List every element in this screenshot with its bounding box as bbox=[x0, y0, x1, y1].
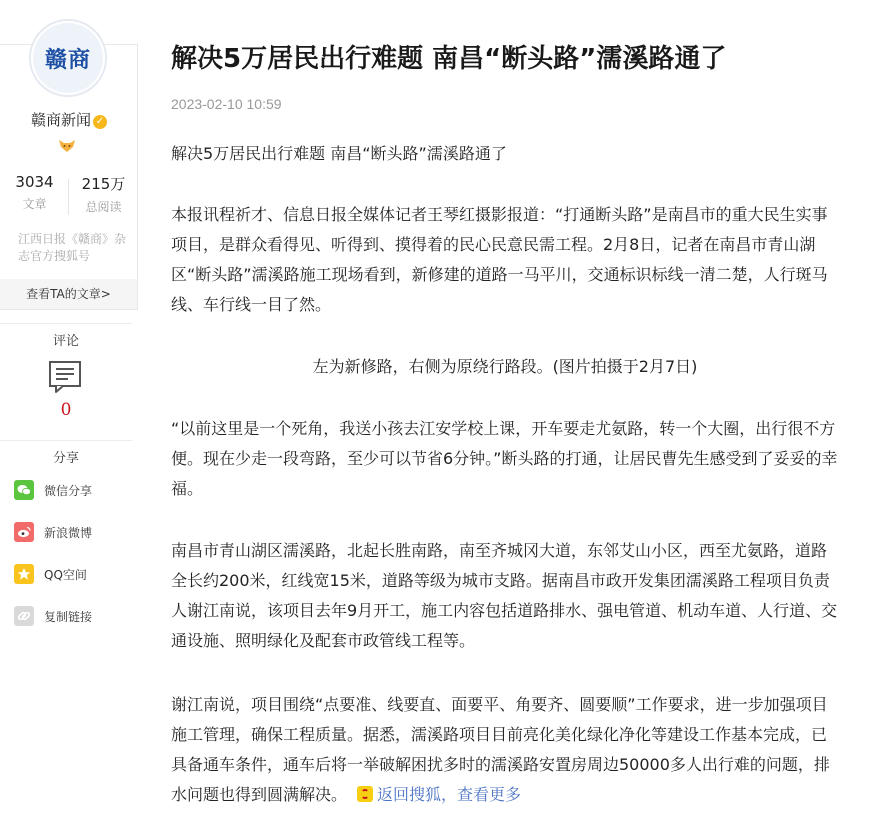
qzone-icon bbox=[14, 564, 34, 584]
article-paragraph: “以前这里是一个死角，我送小孩去江安学校上课，开车要走尤氨路，转一个大圈，出行很不方便。现在少走一段弯路，至少可以节省6分钟。”断头路的打通，让居民曹先生感受到了妥妥的幸福。 bbox=[171, 419, 838, 498]
back-to-sohu-label: 返回搜狐，查看更多 bbox=[377, 785, 522, 804]
link-icon bbox=[14, 606, 34, 626]
author-name[interactable]: 赣商新闻 bbox=[30, 111, 91, 129]
share-wechat-label: 微信分享 bbox=[44, 483, 93, 498]
sohu-logo-icon bbox=[357, 786, 373, 802]
author-stats bbox=[0, 173, 138, 217]
comment-title: 评论 bbox=[52, 334, 79, 349]
share-title: 分享 bbox=[52, 451, 79, 466]
logo-text: 赣商 bbox=[33, 23, 103, 93]
comment-icon[interactable] bbox=[48, 360, 82, 394]
wechat-icon bbox=[14, 480, 34, 500]
sohu-fox-badge-icon bbox=[58, 139, 76, 153]
publish-date: 2023-02-10 10:59 bbox=[171, 96, 282, 112]
share-copy-link-label: 复制链接 bbox=[44, 609, 93, 624]
share-qzone[interactable] bbox=[14, 564, 87, 584]
stat-articles bbox=[0, 173, 69, 212]
stat-reads-value: 215万 bbox=[81, 175, 126, 193]
share-weibo-label: 新浪微博 bbox=[44, 525, 93, 540]
stat-reads bbox=[69, 173, 138, 215]
back-to-sohu-link[interactable] bbox=[357, 785, 521, 804]
image-caption: 左为新修路，右侧为原绕行路段。(图片拍摄于2月7日) bbox=[312, 357, 698, 376]
article-title: 解决5万居民出行难题 南昌“断头路”濡溪路通了 bbox=[171, 44, 727, 74]
article-paragraph: 解决5万居民出行难题 南昌“断头路”濡溪路通了 bbox=[171, 144, 507, 163]
stat-reads-label: 总阅读 bbox=[85, 200, 122, 214]
author-name-row bbox=[0, 109, 138, 130]
verified-icon: ✓ bbox=[93, 115, 107, 129]
comment-count[interactable]: 0 bbox=[60, 400, 72, 420]
article-paragraph: 南昌市青山湖区濡溪路，北起长胜南路，南至齐城冈大道，东邻艾山小区，西至尤氨路，道路全长约200米，红线宽15米，道路等级为城市支路。据南昌市政开发集团濡溪路工程项目负责人谢江南说，该项目去年9月开工，施工内容包括道路排水、强电管道、机动车道、人行道、交通设施、照明绿化及配套市政管线工程等。 bbox=[171, 541, 838, 650]
share-divider bbox=[0, 440, 132, 441]
author-card bbox=[0, 44, 138, 310]
share-qzone-label: QQ空间 bbox=[44, 567, 87, 582]
article-last-paragraph bbox=[171, 690, 839, 810]
author-description: 江西日报《赣商》杂志官方搜狐号 bbox=[18, 232, 127, 263]
article-paragraph-text: 谢江南说，项目围绕“点要准、线要直、面要平、角要齐、圆要顺”工作要求，进一步加强项目施工管理，确保工程质量。据悉，濡溪路项目目前亮化美化绿化净化等建设工作基本完成，已具备通车条件，通车后将一举破解困扰多时的濡溪路安置房周边50000多人出行难的问题，排水问题也得到圆满解决。 bbox=[171, 695, 830, 804]
stat-articles-value: 3034 bbox=[15, 173, 54, 191]
stat-articles-label: 文章 bbox=[22, 197, 47, 211]
view-articles-button[interactable]: 查看TA的文章> bbox=[0, 279, 137, 309]
comment-divider bbox=[0, 323, 132, 324]
sidebar bbox=[0, 0, 140, 832]
article-paragraph: 本报讯程祈才、信息日报全媒体记者王琴红摄影报道：“打通断头路”是南昌市的重大民生实事项目，是群众看得见、听得到、摸得着的民心民意民需工程。2月8日，记者在南昌市青山湖区“断头路”濡溪路施工现场看到，新修建的道路一马平川，交通标识标线一清二楚，人行斑马线、车行线一目了然。 bbox=[171, 205, 828, 314]
weibo-icon bbox=[14, 522, 34, 542]
share-copy-link[interactable] bbox=[14, 606, 92, 626]
author-logo[interactable] bbox=[29, 19, 107, 97]
share-weibo[interactable] bbox=[14, 522, 92, 542]
share-wechat[interactable] bbox=[14, 480, 92, 500]
